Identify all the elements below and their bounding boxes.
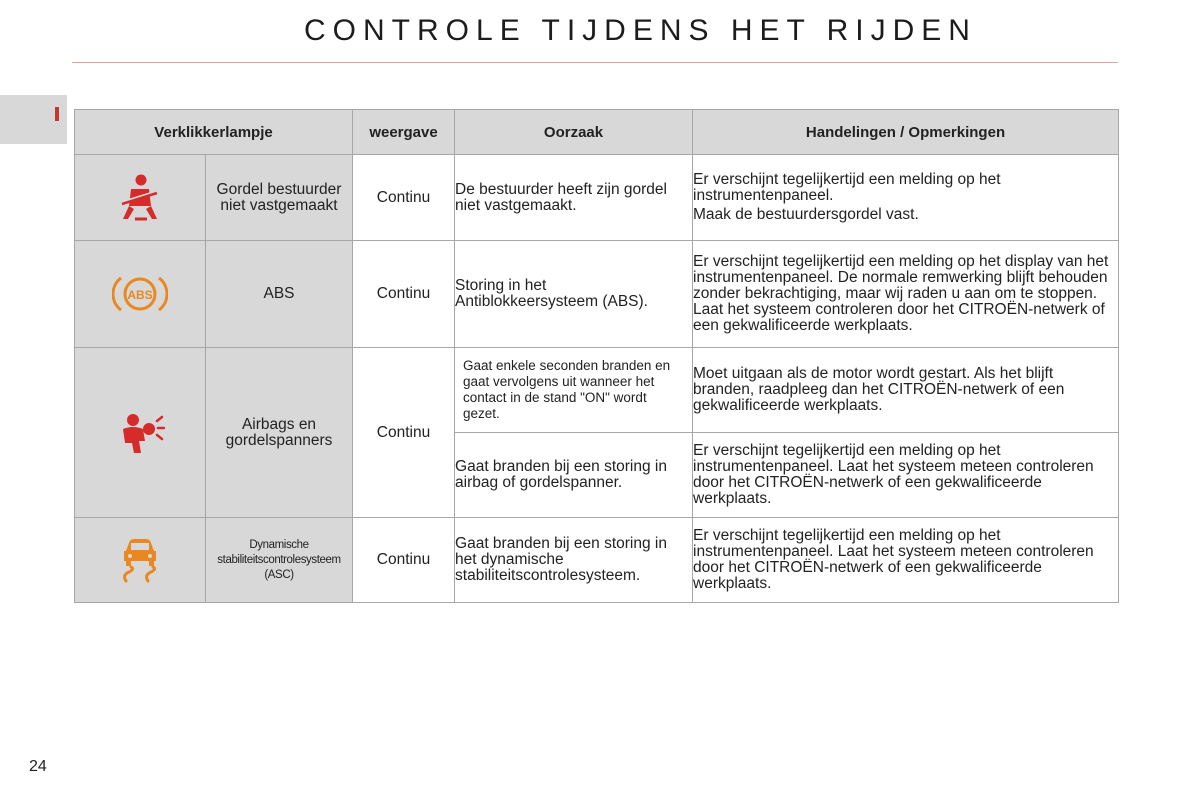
header-indicator: Verklikkerlampje [75, 110, 353, 155]
warning-lights-table [74, 109, 1119, 603]
cause-text: Storing in het Antiblokkeersysteem (ABS). [455, 241, 693, 348]
display-mode: Continu [353, 241, 455, 348]
table-row [75, 348, 1119, 433]
indicator-name: Dynamische stabiliteitscontrolesysteem (ASC) [206, 518, 353, 603]
display-mode: Continu [353, 518, 455, 603]
icon-cell [75, 241, 206, 348]
cause-text: Gaat branden bij een storing in airbag of gordelspanner. [455, 433, 693, 518]
header-display: weergave [353, 110, 455, 155]
indicator-name: Airbags en gordelspanners [206, 348, 353, 518]
icon-cell [75, 518, 206, 603]
action-text: Er verschijnt tegelijkertijd een melding op het display van het instrumentenpaneel. De normale remwerking blijft behouden zonder bekrachtiging, maar wij raden u aan om te stoppen. Laat het systeem controleren door het CITROËN-netwerk of een gekwalificeerde werkplaats. [693, 253, 1109, 334]
cause-text: Gaat enkele seconden branden en gaat vervolgens uit wanneer het contact in de stand "ON" wordt gezet. [455, 348, 693, 433]
actions-cell [693, 348, 1119, 433]
action-text: Er verschijnt tegelijkertijd een melding op het instrumentenpaneel. Laat het systeem meteen controleren door het CITROËN-netwerk of een gekwalificeerde werkplaats. [693, 527, 1094, 592]
cause-text: De bestuurder heeft zijn gordel niet vastgemaakt. [455, 155, 693, 241]
indicator-name: Gordel bestuurder niet vastgemaakt [206, 155, 353, 241]
table-header-row [75, 110, 1119, 155]
actions-cell [693, 241, 1119, 348]
action-text: Maak de bestuurdersgordel vast. [693, 206, 919, 223]
actions-cell [693, 433, 1119, 518]
actions-cell [693, 155, 1119, 241]
table-row [75, 155, 1119, 241]
header-actions: Handelingen / Opmerkingen [693, 110, 1119, 155]
page-title: CONTROLE TIJDENS HET RIJDEN [304, 14, 977, 47]
header-cause: Oorzaak [455, 110, 693, 155]
indicator-name: ABS [206, 241, 353, 348]
stability-control-icon [75, 537, 205, 583]
display-mode: Continu [353, 348, 455, 518]
chapter-marker [55, 107, 59, 121]
icon-cell [75, 348, 206, 518]
action-text: Er verschijnt tegelijkertijd een melding op het instrumentenpaneel. Laat het systeem meteen controleren door het CITROËN-netwerk of een gekwalificeerde werkplaats. [693, 442, 1094, 507]
chapter-tab [0, 95, 67, 144]
action-text: Moet uitgaan als de motor wordt gestart. Als het blijft branden, raadpleeg dan het CITROËN-netwerk of een gekwalificeerde werkplaats. [693, 365, 1065, 414]
page-number: 24 [29, 758, 47, 775]
seatbelt-warning-icon [75, 173, 205, 223]
abs-icon-label: ABS [127, 288, 153, 302]
action-text: Er verschijnt tegelijkertijd een melding op het instrumentenpaneel. [693, 171, 1001, 204]
actions-cell [693, 518, 1119, 603]
display-mode: Continu [353, 155, 455, 241]
icon-cell [75, 155, 206, 241]
title-divider [72, 62, 1118, 63]
cause-text: Gaat branden bij een storing in het dynamische stabiliteitscontrolesysteem. [455, 518, 693, 603]
table-row [75, 241, 1119, 348]
abs-warning-icon [75, 272, 205, 316]
table-row [75, 518, 1119, 603]
airbag-warning-icon [75, 411, 205, 455]
